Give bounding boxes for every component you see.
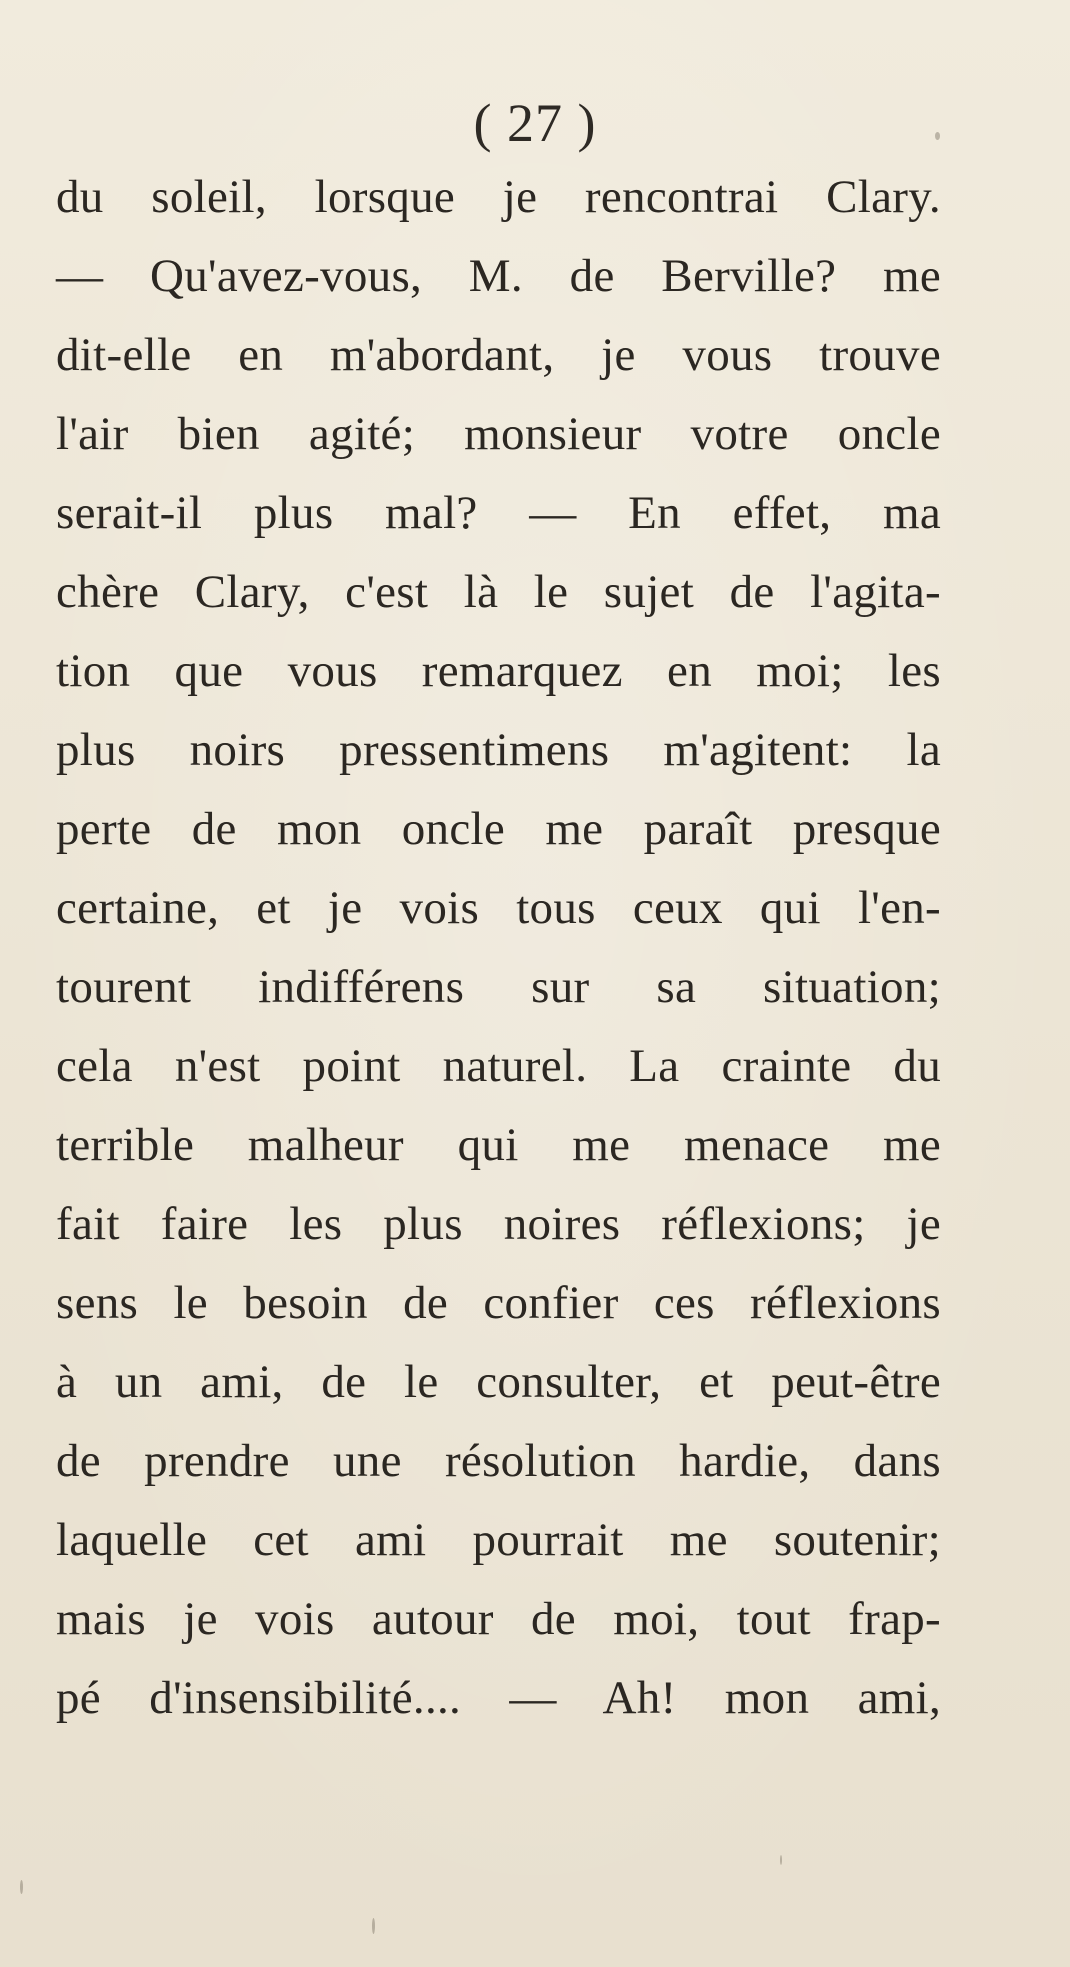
text-line: tion que vous remarquez en moi; les [56,645,941,697]
text-line: terrible malheur qui me menace me [56,1119,941,1171]
text-line: — Qu'avez-vous, M. de Berville? me [56,250,941,302]
page-number: ( 27 ) [473,93,597,153]
text-line: pé d'insensibilité.... — Ah! mon ami, [56,1672,941,1724]
text-line: serait-il plus mal? — En effet, ma [56,487,941,539]
text-line: dit-elle en m'abordant, je vous trouve [56,329,941,381]
text-line: de prendre une résolution hardie, dans [56,1435,941,1487]
text-line: du soleil, lorsque je rencontrai Clary. [56,171,941,223]
text-line: mais je vois autour de moi, tout frap- [56,1593,941,1645]
text-line: chère Clary, c'est là le sujet de l'agita- [56,566,941,618]
paper-speck [372,1918,375,1934]
body-text [56,158,941,1738]
text-line: tourent indifférens sur sa situation; [56,961,941,1013]
paper-speck [780,1855,782,1865]
text-line: à un ami, de le consulter, et peut-être [56,1356,941,1408]
text-line: sens le besoin de confier ces réflexions [56,1277,941,1329]
text-line: certaine, et je vois tous ceux qui l'en- [56,882,941,934]
text-line: laquelle cet ami pourrait me soutenir; [56,1514,941,1566]
text-line: fait faire les plus noires réflexions; je [56,1198,941,1250]
paper-speck [20,1880,23,1894]
text-line: cela n'est point naturel. La crainte du [56,1040,941,1092]
text-line: perte de mon oncle me paraît presque [56,803,941,855]
text-line: l'air bien agité; monsieur votre oncle [56,408,941,460]
text-line: plus noirs pressentimens m'agitent: la [56,724,941,776]
